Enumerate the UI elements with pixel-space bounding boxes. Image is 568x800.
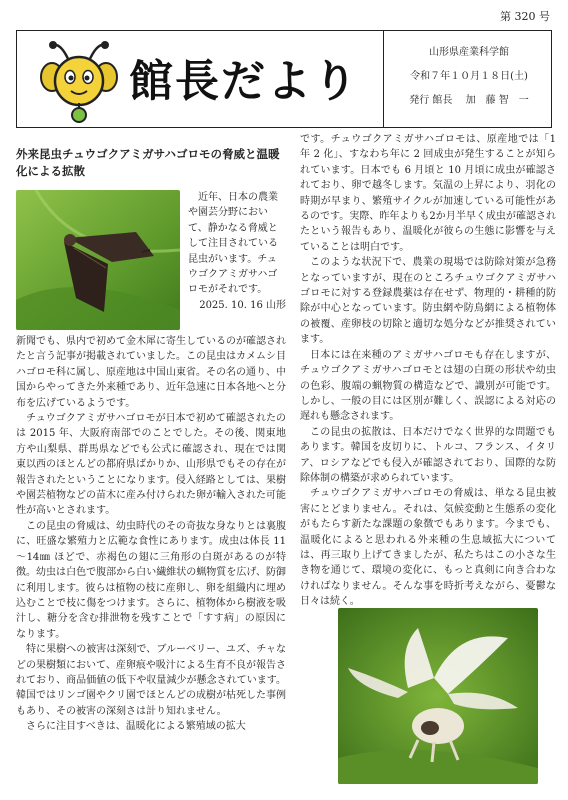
paragraph: です。チュウゴクアミガサハゴロモは、原産地では「1 年 2 化」、すなわち年に 2 回成虫が発生することが知られています。日本でも 6 月頃と 10 月頃に成虫が確認されており、卵で越冬します。気温の上昇により、羽化の時期が早まり、繁殖サイクルが加速している可能性があるのです。実際、昨年よりも2か月半早く成虫が確認されたという報告もあり、温暖化が彼らの生態に影響を与えていることは明白です。 xyxy=(300,134,556,253)
masthead xyxy=(16,30,552,128)
article-title: 外来昆虫チュウゴクアミガサハゴロモの脅威と温暖化による拡散 xyxy=(16,147,280,178)
paragraph: 日本には在来種のアミガサハゴロモも存在しますが、チュウゴクアミガサハゴロモとは翅の白斑の形状や幼虫の色彩、腹端の蝋物質の構造などで、識別が可能です。しかし、一般の目には区別が難しく、誤認による対応の遅れも懸念されます。 xyxy=(300,349,556,423)
paragraph: チュウゴクアミガサハゴロモが日本で初めて確認されたのは 2015 年、大阪府南部でのことでした。その後、関東地方や山梨県、群馬県などでも公式に確認され、現在では関東以西のほとんどの都府県ばかりか、山形県でもその存在が報告されたということになります。侵入経路としては、果樹や園芸植物などの苗木に産み付けられた卵が輸入された可能性が高いとされます。 xyxy=(16,413,286,517)
insect-adult-photo xyxy=(16,190,180,330)
intro-paragraph: 近年、日本の農業や園芸分野において、静かなる脅威として注目されている昆虫がいます。チュウゴクアミガサハゴロモがそれです。 xyxy=(188,192,278,296)
paragraph: この昆虫の拡散は、日本だけでなく世界的な問題でもあります。韓国を皮切りに、トルコ、フランス、イタリア、ロシアなどでも侵入が確認されており、国際的な防除体制の構築が求められています。 xyxy=(300,426,556,484)
left-column xyxy=(16,334,286,735)
paragraph: この昆虫の脅威は、幼虫時代のその奇抜な身なりとは裏腹に、旺盛な繁殖力と広範な食性にあります。成虫は体長 11～14㎜ ほどで、赤褐色の翅に三角形の白斑があるのが特徴。幼虫は白色で腹部から白い繊維状の蝋物質を広げ、防御に利用します。彼らは植物の枝に産卵し、卵を組織内に埋め込むことで枝に傷をつけます。さらに、植物体から樹液を吸汁し、糖分を含む排泄物を残すことで「すす病」の原因になります。 xyxy=(16,520,286,640)
newsletter-title: 館長だより xyxy=(129,56,359,107)
intro-date: 2025. 10. 16 山形 xyxy=(199,299,286,311)
masthead-divider xyxy=(383,31,384,127)
publisher: 山形県産業科学館 xyxy=(429,47,509,58)
paragraph: このような状況下で、農業の現場では防除対策が急務となっていますが、現在のところチュウゴクアミガサハゴロモに対する登録農薬は存在せず、物理的・耕種的防除が中心となっています。防虫網や防鳥網による植物体の被覆、産卵枝の切除と適切な処分などが推奨されています。 xyxy=(300,257,556,346)
article-intro xyxy=(188,190,286,313)
issue-number: 第 320 号 xyxy=(500,10,550,23)
issue-date: 令和７年１０月１８日(土) xyxy=(410,71,528,82)
paragraph: 特に果樹への被害は深刻で、ブルーベリー、ユズ、チャなどの果樹類において、産卵痕や吸汁による生育不良が報告されており、商品価値の低下や収量減少が懸念されています。韓国ではリンゴ園やクリ園でほとんどの成樹が枯死した事例もあり、その被害の深刻さは計り知れません。 xyxy=(16,644,286,717)
masthead-info xyxy=(391,41,547,113)
issuer: 発行 館長 加 藤 智 一 xyxy=(409,95,529,106)
paragraph: チュウゴクアミガサハゴロモの脅威は、単なる昆虫被害にとどまりません。それは、気候変動と生態系の変化がもたらす新たな課題の象徴でもあります。今までも、温暖化によると思われる外来種の生息域拡大については、再三取り上げてきましたが、私たちはこの小さな生き物を通じて、環境の変化に、もっと真剣に向き合わなければなりません。そんな事を時折考えながら、憂鬱な日々は続く。 xyxy=(300,488,556,608)
paragraph: 新聞でも、県内で初めて金木犀に寄生しているのが確認されたと言う記事が掲載されていました。この昆虫はカメムシ目ハゴロモ科に属し、原産地は中国山東省。その名の通り、中国からやってきた外来種であり、近年急速に日本各地へと分布を広げているようです。 xyxy=(16,336,286,409)
right-column xyxy=(300,132,556,610)
mascot-logo xyxy=(39,37,119,123)
paragraph: さらに注目すべきは、温暖化による繁殖域の拡大 xyxy=(26,721,246,733)
insect-nymph-photo xyxy=(338,608,538,784)
